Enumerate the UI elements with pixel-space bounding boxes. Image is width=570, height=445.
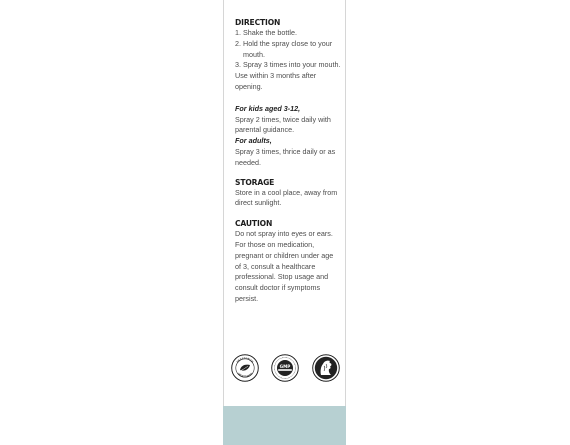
step-text: Spray 3 times into your mouth. <box>243 60 341 70</box>
vegetarian-badge-icon <box>231 354 259 382</box>
badge-text-bottom: VEGETARIAN <box>236 372 254 379</box>
step-number: 2. <box>235 38 241 48</box>
direction-heading: DIRECTION <box>235 18 281 27</box>
product-info-panel <box>223 0 346 445</box>
spacer <box>235 169 341 177</box>
direction-step <box>235 60 341 71</box>
storage-text: Store in a cool place, away from direct sunlight. <box>235 187 338 208</box>
step-text: Shake the bottle. <box>243 28 297 37</box>
gmp-badge-icon <box>271 354 299 382</box>
badge-text-top: VEGETARIAN <box>236 357 254 364</box>
step-number: 3. <box>235 60 241 70</box>
caution-text: Do not spray into eyes or ears. For those on medication, pregnant or children under age of 3, consult a healthcare professional. Stop usage and consult doctor if symptoms persist. <box>235 229 334 303</box>
spacer <box>235 209 341 218</box>
caution-section <box>235 218 341 305</box>
certification-badges <box>231 354 341 384</box>
adults-dosage-label: For adults, <box>235 136 272 146</box>
lion-logo-icon <box>312 354 340 382</box>
kids-dosage-label: For kids aged 3-12, <box>235 103 301 113</box>
gmp-label: GMP <box>279 364 291 370</box>
adults-dosage-text: Spray 3 times, thrice daily or as needed. <box>235 146 336 167</box>
direction-section <box>235 17 341 93</box>
spacer <box>235 93 341 104</box>
step-number: 1. <box>235 28 241 37</box>
caution-heading: CAUTION <box>235 219 273 229</box>
product-info-content <box>235 17 341 305</box>
storage-section <box>235 177 341 210</box>
direction-step <box>235 28 341 39</box>
direction-step <box>235 39 341 61</box>
direction-note: Use within 3 months after opening. <box>235 71 317 91</box>
kids-dosage-text: Spray 2 times, twice daily with parental guidance. <box>235 114 331 135</box>
step-text: Hold the spray close to your mouth. <box>243 38 333 59</box>
dosage-section <box>235 104 341 169</box>
storage-heading: STORAGE <box>235 177 275 187</box>
footer-color-band <box>223 406 346 445</box>
